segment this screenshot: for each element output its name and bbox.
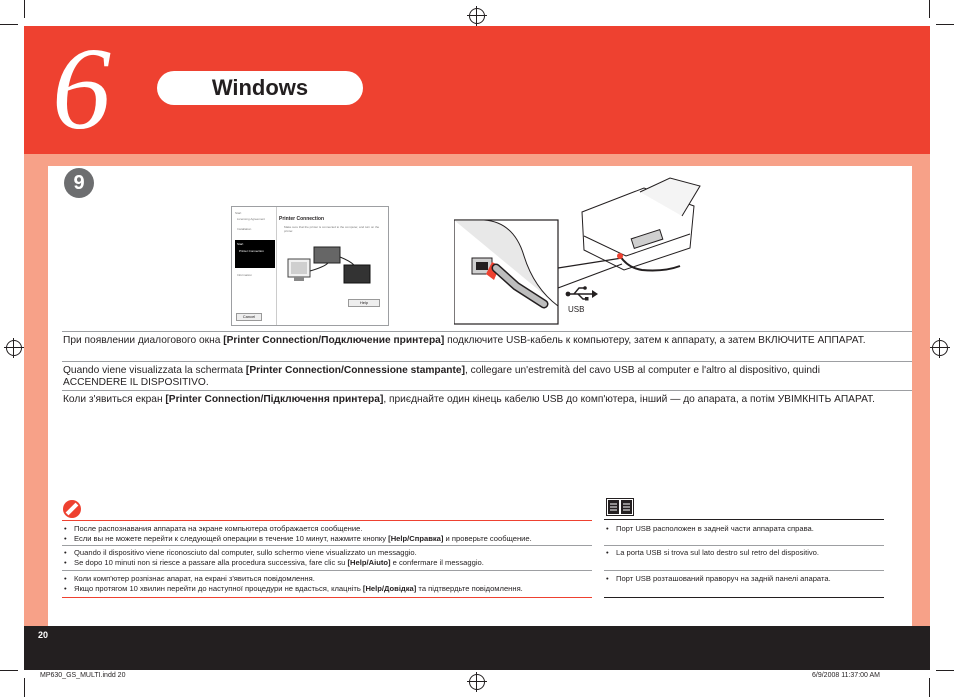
list-item-bold: [Help/Справка] [388,534,444,543]
step-number: 6 [52,23,111,154]
usb-label: USB [568,305,585,314]
instruction-it [63,365,883,389]
substep-number: 9 [64,168,94,198]
usb-icon [566,286,598,300]
list-item-text: Порт USB расположен в задней части аппарата справа. [616,524,814,533]
divider [62,331,912,332]
registration-mark-icon [469,8,485,24]
crop-mark [929,678,930,697]
list-item-text: и проверьте сообщение. [443,534,532,543]
dialog-sidebar [232,207,276,325]
instruction-ru [63,335,883,347]
note-list-uk [606,574,831,584]
book-note-icon [606,498,634,516]
list-item-text: Коли комп'ютер розпізнає апарат, на екрані з'явиться повідомлення. [74,574,315,583]
instruction-text: , collegare un'estremità del cavo USB al computer e l'altro al dispositivo, quindi ACCENDERE IL DISPOSITIVO. [63,365,820,388]
note-list-it [606,548,819,558]
divider [604,597,884,598]
instruction-text: , приєднайте один кінець кабелю USB до комп'ютера, інший — до апарата, а потім УВІМКНІТЬ АПАРАТ. [383,394,875,405]
instruction-bold: [Printer Connection/Подключение принтера] [223,335,445,346]
list-item-text: После распознавания аппарата на экране компьютера отображается сообщение. [74,524,363,533]
list-item [606,548,819,558]
dialog-nav-item: Licensing Agreement [237,217,266,221]
crop-mark [24,678,25,697]
instruction-uk [63,394,883,406]
list-item-text: Quando il dispositivo viene riconosciuto dal computer, sullo schermo viene visualizzato un messaggio. [74,548,417,557]
list-item-text: Якщо протягом 10 хвилин перейти до наступної процедури не вдасться, клацніть [74,584,363,593]
divider [62,545,592,546]
note-list-ru [606,524,814,534]
computer-printer-illustration [284,237,380,293]
list-item-bold: [Help/Довідка] [362,584,417,593]
instruction-text: При появлении диалогового окна [63,335,224,346]
list-item-text: Se dopo 10 minuti non si riesce a passare alla procedura successiva, fare clic su [74,558,348,567]
dialog-body: Make sure that the printer is connected to the computer, and turn on the printer. [284,225,380,233]
divider [62,570,592,571]
instruction-text: Коли з'явиться екран [63,394,166,405]
divider [62,520,592,521]
page-number: 20 [38,630,49,640]
important-list-ru [64,524,532,544]
dialog-nav-item: Start [235,211,242,215]
list-item [64,584,523,594]
registration-mark-icon [932,340,948,356]
footer-timestamp: 6/9/2008 11:37:00 AM [812,672,880,679]
crop-mark [936,24,954,25]
instruction-bold: [Printer Connection/Підключення принтера] [165,394,384,405]
list-item [64,574,523,584]
list-item-bold: [Help/Aiuto] [347,558,391,567]
list-item [64,548,484,558]
crop-mark [0,670,18,671]
divider [604,519,884,520]
dialog-nav-active [235,240,275,268]
instruction-text: Quando viene visualizzata la schermata [63,365,246,376]
crop-mark [936,670,954,671]
crop-mark [0,24,18,25]
crop-mark [24,0,25,18]
list-item-text: та підтвердьте повідомлення. [416,584,523,593]
divider [62,390,912,391]
side-band-left [24,154,48,627]
os-title: Windows [157,71,363,105]
list-item-text: e confermare il messaggio. [390,558,484,567]
important-list-uk [64,574,523,594]
list-item-text: Если вы не можете перейти к следующей операции в течение 10 минут, нажмите кнопку [74,534,389,543]
prohibited-icon [62,499,82,519]
registration-mark-icon [469,674,485,690]
printer-connection-dialog-screenshot [231,206,389,326]
list-item [606,574,831,584]
list-item [64,558,484,568]
divider [62,361,912,362]
important-list-it [64,548,484,568]
crop-mark [929,0,930,18]
divider [62,597,592,598]
instruction-text: подключите USB-кабель к компьютеру, затем к аппарату, а затем ВКЛЮЧИТЕ АППАРАТ. [444,335,866,346]
dialog-cancel-button[interactable]: Cancel [236,313,262,321]
side-band-right [912,154,930,627]
divider [604,570,884,571]
dialog-nav-item: Start [237,242,244,246]
dialog-nav-item: Information [237,273,253,277]
list-item [64,524,532,534]
list-item [606,524,814,534]
instruction-bold: [Printer Connection/Connessione stampante] [245,365,465,376]
list-item-text: Порт USB розташований праворуч на задній панелі апарата. [616,574,831,583]
side-band-top [48,154,912,166]
dialog-title: Printer Connection [279,216,325,222]
dialog-nav-item-active: Printer Connection [239,249,264,253]
dialog-help-button[interactable]: Help [348,299,380,307]
divider [276,207,277,325]
list-item-text: La porta USB si trova sul lato destro sul retro del dispositivo. [616,548,820,557]
registration-mark-icon [6,340,22,356]
footer-file-name: MP630_GS_MULTI.indd 20 [40,672,126,679]
dialog-nav-item: Installation [237,227,252,231]
list-item [64,534,532,544]
footer-band [24,626,930,670]
usb-port-marker [617,253,623,259]
divider [604,545,884,546]
